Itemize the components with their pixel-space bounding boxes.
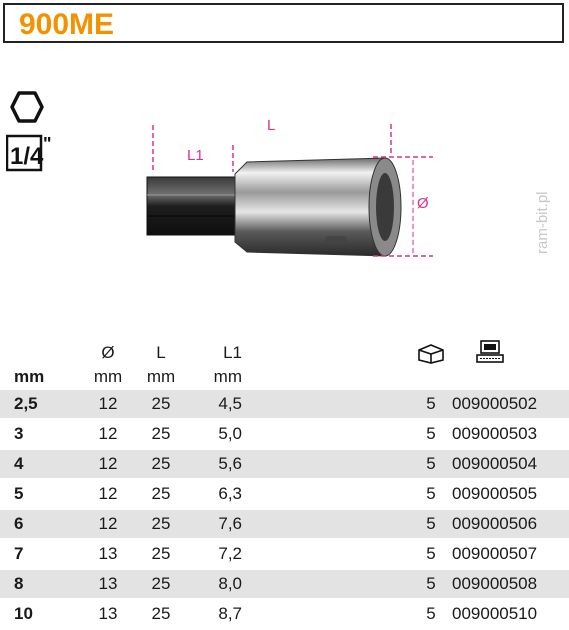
unit-size: mm: [14, 367, 45, 386]
quarter-inch-drive-icon: [6, 134, 56, 174]
col-header-l1: L1: [223, 343, 242, 362]
diameter-label: Ø: [417, 195, 429, 212]
cell-l1: 7,2: [190, 539, 254, 569]
cell-qty: 5: [416, 509, 446, 539]
cell-diameter: 12: [84, 419, 132, 449]
cell-code: 009000505: [446, 479, 569, 509]
header-row-labels: [0, 336, 569, 364]
cell-l1: 8,7: [190, 599, 254, 629]
table-row: [0, 569, 569, 599]
cell-qty: 5: [416, 390, 446, 419]
table-row: [0, 479, 569, 509]
cell-diameter: 13: [84, 599, 132, 629]
cell-size: 3: [0, 419, 84, 449]
header-row-units: [0, 364, 569, 390]
cell-size: 7: [0, 539, 84, 569]
cell-l: 25: [132, 449, 190, 479]
cell-size: 8: [0, 569, 84, 599]
cell-qty: 5: [416, 479, 446, 509]
cell-qty: 5: [416, 599, 446, 629]
cell-diameter: 12: [84, 479, 132, 509]
table-row: [0, 539, 569, 569]
unit-diameter: mm: [93, 367, 123, 386]
cell-diameter: 12: [84, 509, 132, 539]
cell-code: 009000503: [446, 419, 569, 449]
cell-l: 25: [132, 509, 190, 539]
cell-l1: 5,0: [190, 419, 254, 449]
cell-size: 10: [0, 599, 84, 629]
cell-l1: 8,0: [190, 569, 254, 599]
table-row: [0, 449, 569, 479]
table-row: [0, 390, 569, 419]
table-row: [0, 419, 569, 449]
hexagon-icon: [10, 90, 44, 124]
cell-qty: 5: [416, 539, 446, 569]
product-title: 900ME: [19, 8, 115, 41]
cell-code: 009000508: [446, 569, 569, 599]
cell-l: 25: [132, 569, 190, 599]
cell-size: 5: [0, 479, 84, 509]
cell-l: 25: [132, 599, 190, 629]
l-label: L: [267, 117, 276, 134]
cell-qty: 5: [416, 569, 446, 599]
cell-diameter: 13: [84, 569, 132, 599]
cell-qty: 5: [416, 419, 446, 449]
unit-l1: mm: [213, 367, 242, 386]
l1-label: L1: [187, 147, 204, 164]
cell-diameter: 12: [84, 390, 132, 419]
cell-l1: 6,3: [190, 479, 254, 509]
cell-l: 25: [132, 539, 190, 569]
drive-size-text: 1/4: [10, 143, 44, 170]
cell-l: 25: [132, 479, 190, 509]
cell-size: 2,5: [0, 390, 84, 419]
spec-table: [0, 336, 569, 630]
cell-l1: 4,5: [190, 390, 254, 419]
watermark: ram-bit.pl: [534, 191, 551, 254]
cell-diameter: 12: [84, 449, 132, 479]
unit-l: mm: [146, 367, 176, 386]
table-row: [0, 509, 569, 539]
hex-bit-socket-image: [135, 110, 445, 265]
cell-l1: 5,6: [190, 449, 254, 479]
inch-mark: ": [43, 134, 52, 154]
cell-l: 25: [132, 419, 190, 449]
cell-l1: 7,6: [190, 509, 254, 539]
computer-icon: [474, 340, 506, 364]
title-box: [3, 3, 564, 43]
cell-code: 009000502: [446, 390, 569, 419]
cell-size: 6: [0, 509, 84, 539]
package-icon: [417, 342, 445, 364]
table-row: [0, 599, 569, 629]
cell-l: 25: [132, 390, 190, 419]
cell-code: 009000507: [446, 539, 569, 569]
cell-qty: 5: [416, 449, 446, 479]
cell-size: 4: [0, 449, 84, 479]
col-header-l: L: [156, 343, 166, 362]
col-header-diameter: Ø: [101, 343, 115, 362]
cell-code: 009000504: [446, 449, 569, 479]
cell-code: 009000506: [446, 509, 569, 539]
cell-diameter: 13: [84, 539, 132, 569]
cell-code: 009000510: [446, 599, 569, 629]
